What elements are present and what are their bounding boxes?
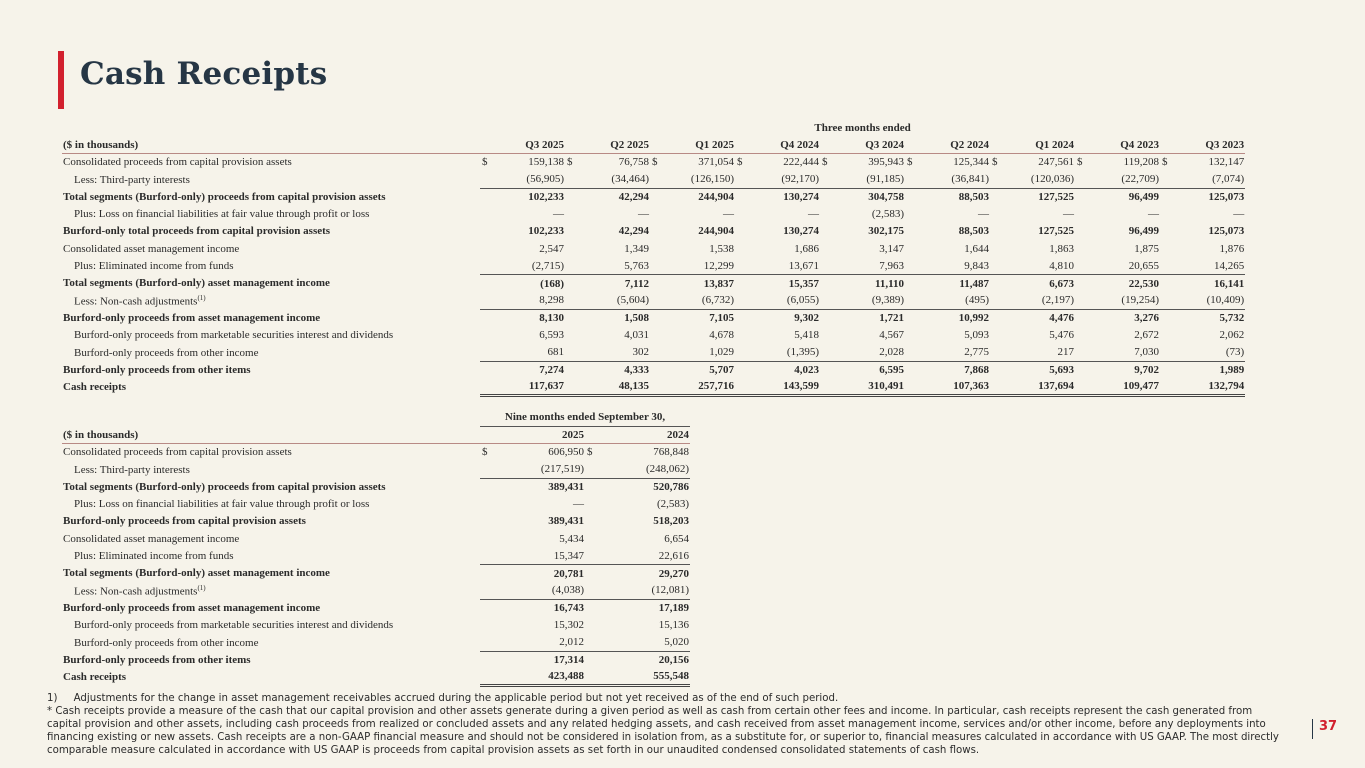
column-header: Q2 2024 [905,136,990,153]
cell-value: 1,876 [1219,242,1245,255]
cell-value: 6,595 [879,364,904,377]
row-label: Burford-only proceeds from other items [63,653,251,666]
table-row [62,599,690,616]
cell-value: 7,030 [1097,344,1160,361]
cell-value: 20,655 [1097,257,1160,274]
cell-value: (2,197) [1012,292,1075,309]
cell-value: 1,029 [672,344,735,361]
table-row [62,378,1245,395]
cell-value: (120,036) [1012,171,1075,188]
row-label: Less: Non-cash adjustments$^{(1)}$ [74,293,206,308]
cell-value: — [573,498,584,511]
table-row [62,582,690,599]
cell-value: 10,992 [958,312,989,325]
cell-value: 2,028 [842,344,905,361]
cell-value: 520,786 [653,481,690,494]
row-label: Burford-only proceeds from asset management income [63,311,321,324]
row-label: Plus: Loss on financial liabilities at fair value through profit or loss [74,208,370,221]
currency-symbol: $ [482,446,488,459]
cell-value: 4,810 [1012,257,1075,274]
cell-value: (495) [927,292,990,309]
cell-value: 132,794 [1182,378,1245,395]
cell-value: 768,848 [653,446,690,459]
cell-value: 389,431 [548,481,584,494]
cell-value: 130,274 [783,191,819,204]
cell-value: 5,732 [1219,312,1245,325]
cell-value: 1,989 [1219,364,1245,377]
cell-value: 15,302 [553,619,584,632]
cell-value: — [638,208,649,221]
cell-value: — [978,208,989,221]
table-row [62,530,690,547]
cell-value: 22,530 [1128,277,1159,290]
cell-value: 96,499 [1128,225,1159,238]
table-row [62,257,1245,274]
cell-value: 109,477 [1097,378,1160,395]
cell-value: 389,431 [548,515,584,528]
cell-value: (92,170) [757,171,820,188]
cell-value: (2,583) [656,498,690,511]
cell-value: 42,294 [618,225,649,238]
row-label: Consolidated proceeds from capital provision assets [63,446,292,459]
currency-symbol: $ [822,156,828,169]
cell-value: (248,062) [607,461,690,478]
table-row [62,309,1245,326]
cell-value: 17,314 [553,654,584,667]
cell-value: 16,141 [1213,277,1245,290]
row-label: Burford-only proceeds from capital provision assets [63,515,306,528]
cell-value: 518,203 [653,515,690,528]
cell-value: (4,038) [502,582,585,599]
cell-value: (7,074) [1182,171,1245,188]
cell-value: 1,875 [1134,242,1159,255]
table-row [62,223,1245,240]
table-row [62,154,1245,171]
table-row [62,205,1245,222]
cell-value: 4,476 [1049,312,1074,325]
row-label: Burford-only proceeds from other income [74,346,259,359]
cell-value: 4,031 [624,329,649,342]
cell-value: 2,012 [502,634,585,651]
table-row [62,240,1245,257]
cell-value: (126,150) [672,171,735,188]
column-header: Q1 2025 [650,136,735,153]
cell-value: 1,349 [624,242,649,255]
row-label: Consolidated asset management income [63,532,240,545]
currency-symbol: $ [737,156,743,169]
cell-value: 1,538 [709,242,734,255]
column-header: Q3 2023 [1160,136,1245,153]
cell-value: 555,548 [607,668,690,685]
footnotes [47,692,1282,757]
cell-value: 76,758 [618,156,649,169]
cell-value: 11,110 [874,277,904,290]
cell-value: — [553,208,564,221]
column-header: Q4 2024 [735,136,820,153]
cell-value: 1,508 [624,312,649,325]
cell-value: 4,023 [794,364,819,377]
cell-value: (9,389) [842,292,905,309]
cell-value: 5,093 [964,329,989,342]
cell-value: 7,868 [964,364,989,377]
table-row [62,495,690,512]
cell-value: 11,487 [959,277,989,290]
column-header: Q4 2023 [1075,136,1160,153]
row-label: Total segments (Burford-only) proceeds from capital provision assets [63,190,386,203]
table-row [62,275,1245,292]
cell-value: 3,276 [1134,312,1159,325]
cell-value: (10,409) [1182,292,1245,309]
cell-value: (168) [540,277,564,290]
page-number: 37 [1319,719,1338,734]
cell-value: 5,020 [607,634,690,651]
cell-value: (12,081) [607,582,690,599]
row-label: Total segments (Burford-only) proceeds from capital provision assets [63,480,386,493]
cell-value: (1,395) [757,344,820,361]
column-header-row [62,426,690,443]
cell-value: 1,644 [964,242,989,255]
row-label: Consolidated asset management income [63,242,240,255]
table-row [62,565,690,582]
cell-value: 125,073 [1208,191,1245,204]
cell-value: 15,357 [788,277,819,290]
row-label: Burford-only proceeds from marketable securities interest and dividends [74,619,394,632]
page-number-divider [1312,719,1313,739]
cell-value: 125,073 [1208,225,1245,238]
cell-value: 7,112 [624,277,649,290]
cell-value: 107,363 [927,378,990,395]
cell-value: — [808,208,819,221]
table-row [62,361,1245,378]
cell-value: 1,863 [1049,242,1074,255]
cell-value: 3,147 [879,242,904,255]
cell-value: 5,476 [1049,329,1074,342]
cell-value: 371,054 [698,156,734,169]
cell-value: (6,055) [757,292,820,309]
table-row [62,617,690,634]
title-accent-bar [58,51,64,109]
cell-value: 13,671 [757,257,820,274]
cell-value: 302,175 [868,225,904,238]
quarterly-cash-receipts-table [62,119,1245,397]
row-label: Plus: Eliminated income from funds [74,260,234,273]
table-row [62,651,690,668]
cell-value: 7,963 [842,257,905,274]
table-row [62,292,1245,309]
cell-value: 5,434 [559,532,584,545]
currency-symbol: $ [992,156,998,169]
row-label: Total segments (Burford-only) asset management income [63,277,330,290]
cell-value: 143,599 [757,378,820,395]
cell-value: 681 [502,344,565,361]
cell-value: 22,616 [607,547,690,564]
cell-value: 125,344 [953,156,989,169]
cell-value: 6,654 [664,532,690,545]
cell-value: 8,130 [539,312,564,325]
cell-value: — [1233,208,1245,221]
cell-value: 217 [1012,344,1075,361]
row-label: Consolidated proceeds from capital provision assets [63,156,292,169]
footnote-non-gaap: * Cash receipts provide a measure of the cash that our capital provision and other assets generate during a given period as well as cash from certain other fees and income. In particular, cash receipts represent the cash generated from capital provision and other assets, including cash proceeds from realized or concluded assets and any related hedging assets, and cash received from asset management income, services and/or other income, before any deployments into financing existing or new assets. Cash receipts are a non-GAAP financial measure and should not be considered in isolation from, as a substitute for, or superior to, financial measures calculated in accordance with US GAAP. The most directly comparable measure calculated in accordance with US GAAP is proceeds from capital provision assets as set forth in our unaudited condensed consolidated statements of cash flows. [47,706,1279,756]
cell-value: 5,418 [794,329,819,342]
cell-value: (5,604) [587,292,650,309]
cell-value: 119,208 [1123,156,1159,169]
cell-value: — [723,208,734,221]
cell-value: 159,138 [528,156,564,169]
cell-value: 606,950 [548,446,584,459]
cell-value: 15,136 [658,619,690,632]
row-label: Burford-only proceeds from other income [74,636,259,649]
cell-value: (34,464) [587,171,650,188]
row-label: Burford-only total proceeds from capital provision assets [63,225,331,238]
currency-symbol: $ [482,156,488,169]
column-header: Q2 2025 [565,136,650,153]
cell-value: 5,693 [1049,364,1074,377]
table-row [62,327,1245,344]
cell-value: (56,905) [502,171,565,188]
cell-value: 20,781 [553,567,584,580]
unit-label: ($ in thousands) [62,136,480,153]
page-title: Cash Receipts [80,56,328,92]
currency-symbol: $ [1162,156,1168,169]
row-label: Burford-only proceeds from asset management income [63,601,321,614]
cell-value: 6,593 [539,329,564,342]
cell-value: (6,732) [672,292,735,309]
row-label: Total segments (Burford-only) asset management income [63,567,330,580]
cell-value: 395,943 [868,156,904,169]
currency-symbol: $ [652,156,658,169]
row-label: Burford-only proceeds from marketable securities interest and dividends [74,329,394,342]
cell-value: 2,672 [1134,329,1159,342]
column-header: Q1 2024 [990,136,1075,153]
row-label: Plus: Loss on financial liabilities at fair value through profit or loss [74,498,370,511]
cell-value: 4,567 [879,329,904,342]
cell-value: — [1063,208,1074,221]
period-header: Three months ended [814,121,911,134]
cell-value: 12,299 [672,257,735,274]
row-label: Less: Non-cash adjustments$^{(1)}$ [74,583,206,598]
cell-value: 6,673 [1049,277,1074,290]
cell-value: 302 [587,344,650,361]
row-label: Less: Third-party interests [74,463,190,476]
cell-value: 310,491 [842,378,905,395]
cell-value: 423,488 [502,668,585,685]
cell-value: 88,503 [958,225,989,238]
cell-value: 13,837 [703,277,734,290]
cell-value: 1,686 [794,242,819,255]
currency-symbol: $ [587,446,593,459]
cell-value: 7,274 [539,364,564,377]
currency-symbol: $ [1077,156,1083,169]
cell-value: 4,333 [624,364,649,377]
cell-value: 2,547 [539,242,564,255]
nine-month-cash-receipts-table [62,409,690,687]
column-header: 2024 [585,426,690,443]
table-row [62,188,1245,205]
cell-value: 5,707 [709,364,734,377]
cell-value: 15,347 [502,547,585,564]
cell-value: 20,156 [658,654,690,667]
cell-value: (36,841) [927,171,990,188]
period-header: Nine months ended September 30, [480,409,690,426]
table-row [62,668,690,685]
cell-value: (19,254) [1097,292,1160,309]
cell-value: 127,525 [1038,225,1074,238]
cell-value: 9,702 [1134,364,1159,377]
cell-value: 137,694 [1012,378,1075,395]
cell-value: 304,758 [868,191,904,204]
cell-value: 4,678 [709,329,734,342]
cell-value: (22,709) [1097,171,1160,188]
table-row [62,171,1245,188]
cell-value: (91,185) [842,171,905,188]
cell-value: 29,270 [658,567,690,580]
row-label: Less: Third-party interests [74,173,190,186]
cell-value: 8,298 [502,292,565,309]
cell-value: 127,525 [1038,191,1074,204]
table-row [62,444,690,461]
column-header: Q3 2024 [820,136,905,153]
column-header: Q3 2025 [480,136,565,153]
cell-value: 247,561 [1038,156,1074,169]
cell-value: 117,637 [502,378,565,395]
row-label: Cash receipts [63,671,127,684]
currency-symbol: $ [907,156,913,169]
cell-value: (73) [1182,344,1245,361]
cell-value: (2,583) [871,208,904,221]
footnote-marker: (1) [197,583,206,592]
footnote-1: 1) Adjustments for the change in asset management receivables accrued during the applicable period but not yet received as of the end of such period. [47,693,839,704]
cell-value: 2,775 [927,344,990,361]
column-header-row [62,136,1245,153]
cell-value: 17,189 [658,602,690,615]
cell-value: 257,716 [672,378,735,395]
row-label: Plus: Eliminated income from funds [74,550,234,563]
cell-value: 244,904 [698,225,734,238]
cell-value: 42,294 [618,191,649,204]
cell-value: 102,233 [528,225,564,238]
cell-value: 88,503 [958,191,989,204]
table-row [62,547,690,564]
cell-value: 2,062 [1219,329,1245,342]
table-row [62,461,690,478]
cell-value: (2,715) [502,257,565,274]
cell-value: 16,743 [553,602,584,615]
cell-value: 102,233 [528,191,564,204]
cell-value: 222,444 [783,156,819,169]
table-row [62,344,1245,361]
table-row [62,513,690,530]
table-row [62,634,690,651]
unit-label: ($ in thousands) [62,426,480,443]
cell-value: 14,265 [1182,257,1245,274]
footnote-marker: (1) [197,293,206,302]
row-label: Cash receipts [63,381,127,394]
cell-value: — [1148,208,1159,221]
cell-value: 9,302 [794,312,819,325]
cell-value: 5,763 [587,257,650,274]
cell-value: 132,147 [1208,156,1245,169]
cell-value: 1,721 [879,312,904,325]
cell-value: (217,519) [502,461,585,478]
cell-value: 130,274 [783,225,819,238]
cell-value: 244,904 [698,191,734,204]
row-label: Burford-only proceeds from other items [63,363,251,376]
cell-value: 48,135 [587,378,650,395]
cell-value: 9,843 [927,257,990,274]
cell-value: 96,499 [1128,191,1159,204]
column-header: 2025 [480,426,585,443]
currency-symbol: $ [567,156,573,169]
cell-value: 7,105 [709,312,734,325]
table-row [62,478,690,495]
